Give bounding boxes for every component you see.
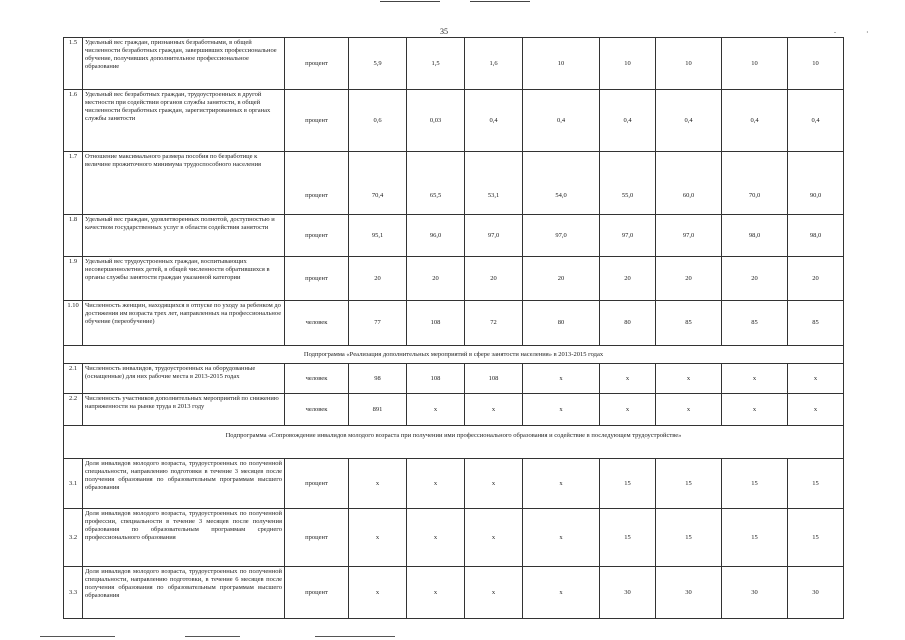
row-number: 1.6 [64,90,83,152]
row-value: 85 [788,301,844,346]
row-value: 0,4 [722,90,788,152]
row-value: x [465,567,523,619]
row-value: 20 [465,257,523,301]
row-value: x [407,509,465,567]
row-value: x [407,567,465,619]
row-description: Доля инвалидов молодого возраста, трудоустроенных по полученной специальности, направлению подготовки, в течение 6 месяцев после получения образования по образовательным программам высшего образования [83,567,285,619]
table-row [64,38,844,90]
row-value: 15 [722,459,788,509]
row-unit: процент [285,38,349,90]
table-row [64,459,844,509]
row-number: 2.1 [64,364,83,394]
row-value: x [523,394,600,426]
row-unit: процент [285,215,349,257]
row-value: 97,0 [600,215,656,257]
row-number: 2.2 [64,394,83,426]
row-value: 20 [656,257,722,301]
row-value: 65,5 [407,152,465,215]
row-value: 97,0 [656,215,722,257]
row-value: 80 [523,301,600,346]
row-description: Численность участников дополнительных мероприятий по снижению напряженности на рынке труда в 2013 году [83,394,285,426]
row-value: x [349,567,407,619]
row-value: 0,4 [523,90,600,152]
row-value: 108 [465,364,523,394]
row-value: 20 [523,257,600,301]
row-value: x [407,394,465,426]
row-value: 5,9 [349,38,407,90]
table-row [64,394,844,426]
row-value: x [523,459,600,509]
table-row [64,152,844,215]
table-row [64,567,844,619]
row-number: 1.7 [64,152,83,215]
row-value: x [656,394,722,426]
row-value: x [722,394,788,426]
row-value: 85 [722,301,788,346]
row-value: 0,4 [600,90,656,152]
table-row [64,90,844,152]
spacer-row [64,446,844,459]
table-row [64,215,844,257]
row-number: 1.9 [64,257,83,301]
row-description: Численность инвалидов, трудоустроенных на оборудованные (оснащенные) для них рабочие места в 2013-2015 годах [83,364,285,394]
row-value: x [788,364,844,394]
row-value: x [722,364,788,394]
row-unit: человек [285,394,349,426]
row-number: 3.3 [64,567,83,619]
row-value: 0,4 [465,90,523,152]
row-number: 1.8 [64,215,83,257]
section-row [64,346,844,364]
row-description: Удельный вес безработных граждан, трудоустроенных в другой местности при содействии органов службы занятости, в общей численности безработных граждан, зарегистрированных в органах службы занятости [83,90,285,152]
row-value: 10 [656,38,722,90]
row-value: 20 [600,257,656,301]
row-value: x [523,364,600,394]
row-value: x [465,459,523,509]
page-mark-right: · [866,28,869,37]
row-value: 0,6 [349,90,407,152]
row-unit: человек [285,301,349,346]
row-value: 77 [349,301,407,346]
bottom-scan-line-2 [185,636,240,637]
row-description: Доля инвалидов молодого возраста, трудоустроенных по полученной специальности, направлению подготовки в течение 3 месяцев после получения образования по образовательным программам высшего образования [83,459,285,509]
row-value: x [465,509,523,567]
page-mark-left: . [834,26,836,35]
row-value: 0,4 [656,90,722,152]
row-value: 70,4 [349,152,407,215]
row-unit: человек [285,364,349,394]
indicators-table [63,37,844,619]
row-value: x [523,509,600,567]
row-value: 15 [722,509,788,567]
row-value: 55,0 [600,152,656,215]
row-value: x [349,459,407,509]
row-value: 70,0 [722,152,788,215]
row-description: Удельный вес граждан, удовлетворенных полнотой, доступностью и качеством государственных услуг в области содействия занятости [83,215,285,257]
row-description: Отношение максимального размера пособия по безработице к величине прожиточного минимума трудоспособного населения [83,152,285,215]
row-value: x [600,394,656,426]
row-value: 95,1 [349,215,407,257]
row-description: Удельный вес граждан, признанных безработными, в общей численности безработных граждан, завершивших профессиональное обучение, получивших дополнительное профессиональное образование [83,38,285,90]
row-value: 98,0 [722,215,788,257]
row-value: 30 [656,567,722,619]
row-value: 10 [523,38,600,90]
row-value: 97,0 [465,215,523,257]
section-heading-3: Подпрограмма «Сопровождение инвалидов молодого возраста при получении ими профессионального образования и содействие в последующем трудоустройстве» [64,426,844,446]
row-value: 20 [722,257,788,301]
table-row [64,257,844,301]
row-number: 1.5 [64,38,83,90]
row-value: 20 [349,257,407,301]
row-value: 1,5 [407,38,465,90]
row-value: 15 [656,509,722,567]
row-value: x [600,364,656,394]
row-value: x [465,394,523,426]
row-value: 90,0 [788,152,844,215]
row-value: 98,0 [788,215,844,257]
table-row [64,509,844,567]
row-value: x [523,567,600,619]
row-value: 20 [407,257,465,301]
row-value: 108 [407,301,465,346]
row-value: 54,0 [523,152,600,215]
row-value: 10 [600,38,656,90]
row-unit: процент [285,509,349,567]
row-value: 60,0 [656,152,722,215]
row-value: 0,03 [407,90,465,152]
row-unit: процент [285,567,349,619]
table-row [64,364,844,394]
row-unit: процент [285,90,349,152]
row-number: 3.1 [64,459,83,509]
row-value: 98 [349,364,407,394]
row-value: 72 [465,301,523,346]
row-value: 0,4 [788,90,844,152]
row-unit: процент [285,152,349,215]
row-value: 80 [600,301,656,346]
row-number: 1.10 [64,301,83,346]
row-value: x [788,394,844,426]
row-value: 10 [722,38,788,90]
row-value: x [349,509,407,567]
row-value: 15 [600,509,656,567]
top-scan-line-left [380,1,440,2]
section-row [64,426,844,446]
row-description: Численность женщин, находящихся в отпуске по уходу за ребенком до достижения им возраста трех лет, направленных на профессиональное обучение (переобучение) [83,301,285,346]
row-value: 30 [788,567,844,619]
row-value: 96,0 [407,215,465,257]
bottom-scan-line-3 [315,636,395,637]
table-row [64,301,844,346]
row-value: 97,0 [523,215,600,257]
row-unit: процент [285,459,349,509]
row-value: 85 [656,301,722,346]
row-unit: процент [285,257,349,301]
page-number: 35 [440,27,448,36]
top-scan-line-right [470,1,530,2]
row-value: 15 [788,459,844,509]
row-value: 30 [722,567,788,619]
row-value: 30 [600,567,656,619]
row-value: 20 [788,257,844,301]
row-value: 15 [788,509,844,567]
row-value: 15 [600,459,656,509]
row-description: Удельный вес трудоустроенных граждан, воспитывающих несовершеннолетних детей, в общей численности обратившихся в органы службы занятости граждан указанной категории [83,257,285,301]
row-value: x [407,459,465,509]
row-number: 3.2 [64,509,83,567]
section-heading-2: Подпрограмма «Реализация дополнительных мероприятий в сфере занятости населения» в 2013-2015 годах [64,346,844,364]
row-description: Доля инвалидов молодого возраста, трудоустроенных по полученной профессии, специальности в течение 3 месяцев после получения образования по образовательным программам среднего профессионального образования [83,509,285,567]
row-value: 1,6 [465,38,523,90]
row-value: 53,1 [465,152,523,215]
row-value: 891 [349,394,407,426]
row-value: x [656,364,722,394]
row-value: 10 [788,38,844,90]
row-value: 108 [407,364,465,394]
bottom-scan-line-1 [40,636,115,637]
row-value: 15 [656,459,722,509]
